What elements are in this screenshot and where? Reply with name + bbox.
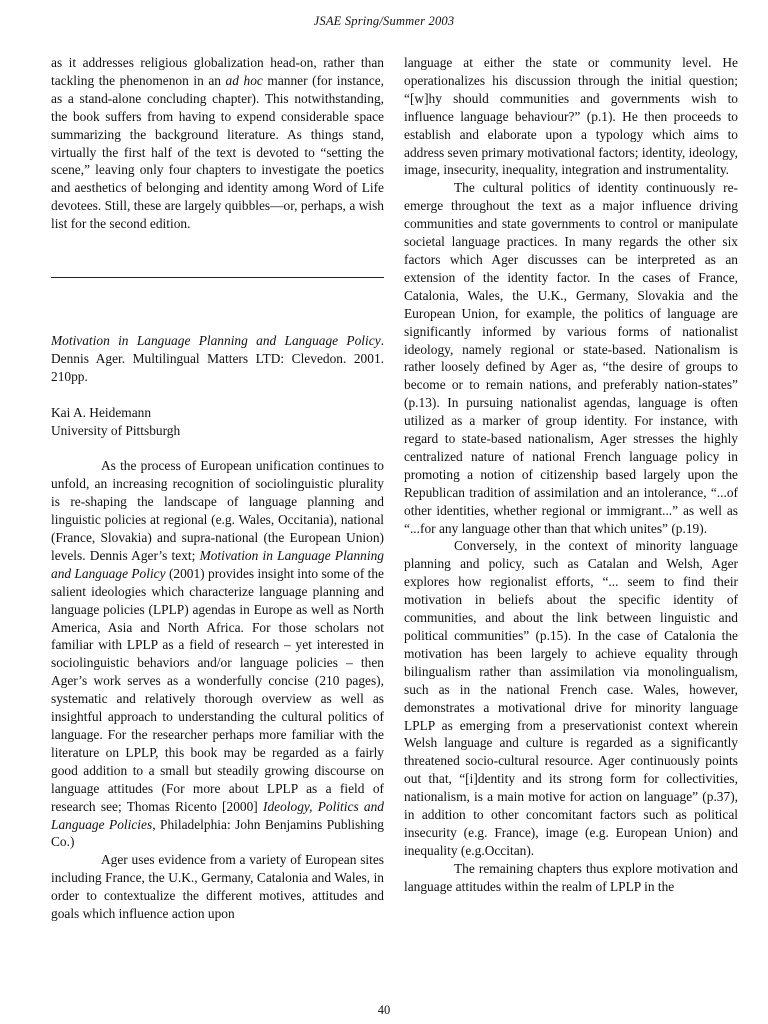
book-citation: . Dennis Ager. Multilingual Matters LTD: Clevedon. 2001. 210pp. bbox=[51, 333, 384, 384]
section-divider bbox=[51, 277, 384, 278]
paragraph: As the process of European unification continues to unfold, an increasing recognition of sociolinguistic plurality is re-shaping the landscape of language planning and linguistic policies at regional (e.g. Wales, Occitania), national (France, Slovakia) and supra-national (the European Union) levels. Dennis Ager’s text; Motivation in Language Planning and Language Policy (2001) provides insight into some of the salient ideologies which characterize language planning and language policies (LPLP) agendas in Europe as well as North America, Asia and North Africa. For those scholars not familiar with LPLP as a field of research – yet interested in sociolinguistic behaviors and/or language policies – then Ager’s work serves as a wonderfully concise (210 pages), systematic and relatively thorough overview as well as insightful approach to understanding the cultural politics of language. For the researcher perhaps more familiar with the literature on LPLP, this book may be regarded as a fairly good addition to a small but steadily growing discourse on language attitudes (For more about LPLP as a field of research see; Thomas Ricento [2000] Ideology, Politics and Language Policies, Philadelphia: John Benjamins Publishing Co.) bbox=[51, 458, 385, 850]
paragraph: The cultural politics of identity continuously re-emerge throughout the text as a major influence driving communities and state governments to control or manipulate societal language practices. In many regards the other six factors which Ager discusses can be interpreted as an extension of the identity factor. In the cases of France, Catalonia, Wales, the U.K., Germany, Slovakia and the European Union, for example, the politics of language are significantly informed by various forms of nationalist ideology, namely regional or state-based. Nationalism is rather loosely defined by Ager as, “the desire of groups to become or to remain nations, and preferably nation-states” (p.13). In pursuing nationalist agendas, language is often utilized as a marker of group identity. For instance, with regard to state-based nationalism, Ager stresses the highly centralized nature of national French language policy in promoting a notion of citizenship based largely upon the Republican tradition of assimilation and an intolerance, “...of other identities, whether regional or immigrant...” as well as “...for any language other than that which unites” (p.19). bbox=[404, 180, 738, 536]
book-title: Motivation in Language Planning and Language Policy bbox=[51, 333, 381, 349]
review-heading bbox=[51, 332, 384, 386]
reviewer-name: Kai A. Heidemann bbox=[51, 404, 152, 420]
paragraph: Ager uses evidence from a variety of European sites including France, the U.K., Germany, Catalonia and Wales, in order to contextualize the different motives, attitudes and goals which influence action upon bbox=[51, 852, 384, 922]
reviewer-affiliation: University of Pittsburgh bbox=[51, 422, 181, 438]
paragraph: The remaining chapters thus explore motivation and language attitudes within the realm of LPLP in the bbox=[404, 860, 738, 894]
running-header: JSAE Spring/Summer 2003 bbox=[313, 14, 455, 28]
paragraph: as it addresses religious globalization head-on, rather than tackling the phenomenon in an ad hoc manner (for instance, as a stand-alone concluding chapter). This notwithstanding, the book suffers from having to expend considerable space summarizing the background literature. As things stand, virtually the first half of the text is devoted to “setting the scene,” leaving only four chapters to investigate the poetics and aesthetics of belonging and identity among Word of Life devotees. Still, these are largely quibbles—or, perhaps, a wish list for the second edition. bbox=[51, 55, 384, 232]
right-column bbox=[404, 54, 738, 896]
left-column bbox=[51, 54, 384, 923]
paragraph: Conversely, in the context of minority language planning and policy, such as Catalan and Welsh, Ager explores how regionalist efforts, “... seem to find their motivation in beliefs about the specific identity of communities, and about the link between linguistic and political communities” (p.15). In the case of Catalonia the motivation has been largely to achieve equality through bilingualism rather than assimilation via monolingualism, such as in the national French case. Wales, however, demonstrates a motivational drive for minority language LPLP as emerging from a preservationist context wherein Welsh language and culture is regarded as a significantly threatened socio-cultural resource. Ager continuously points out that, “[i]dentity and its strong form for collectivities, nationalism, is a main motive for action on language” (p.37), in addition to other concomitant factors such as political insecurity (e.g. France), image (e.g. European Union) and inequality (e.g.Occitan). bbox=[404, 538, 738, 858]
paragraph: language at either the state or community level. He operationalizes his discussion through the initial question; “[w]hy should communities and governments wish to influence language behaviour?” (p.1). He then proceeds to establish and elaborate upon a typology which aims to address seven primary motivational factors; identity, ideology, image, insecurity, inequality, integration and instrumentality. bbox=[404, 55, 738, 178]
page-number: 40 bbox=[377, 1003, 391, 1017]
